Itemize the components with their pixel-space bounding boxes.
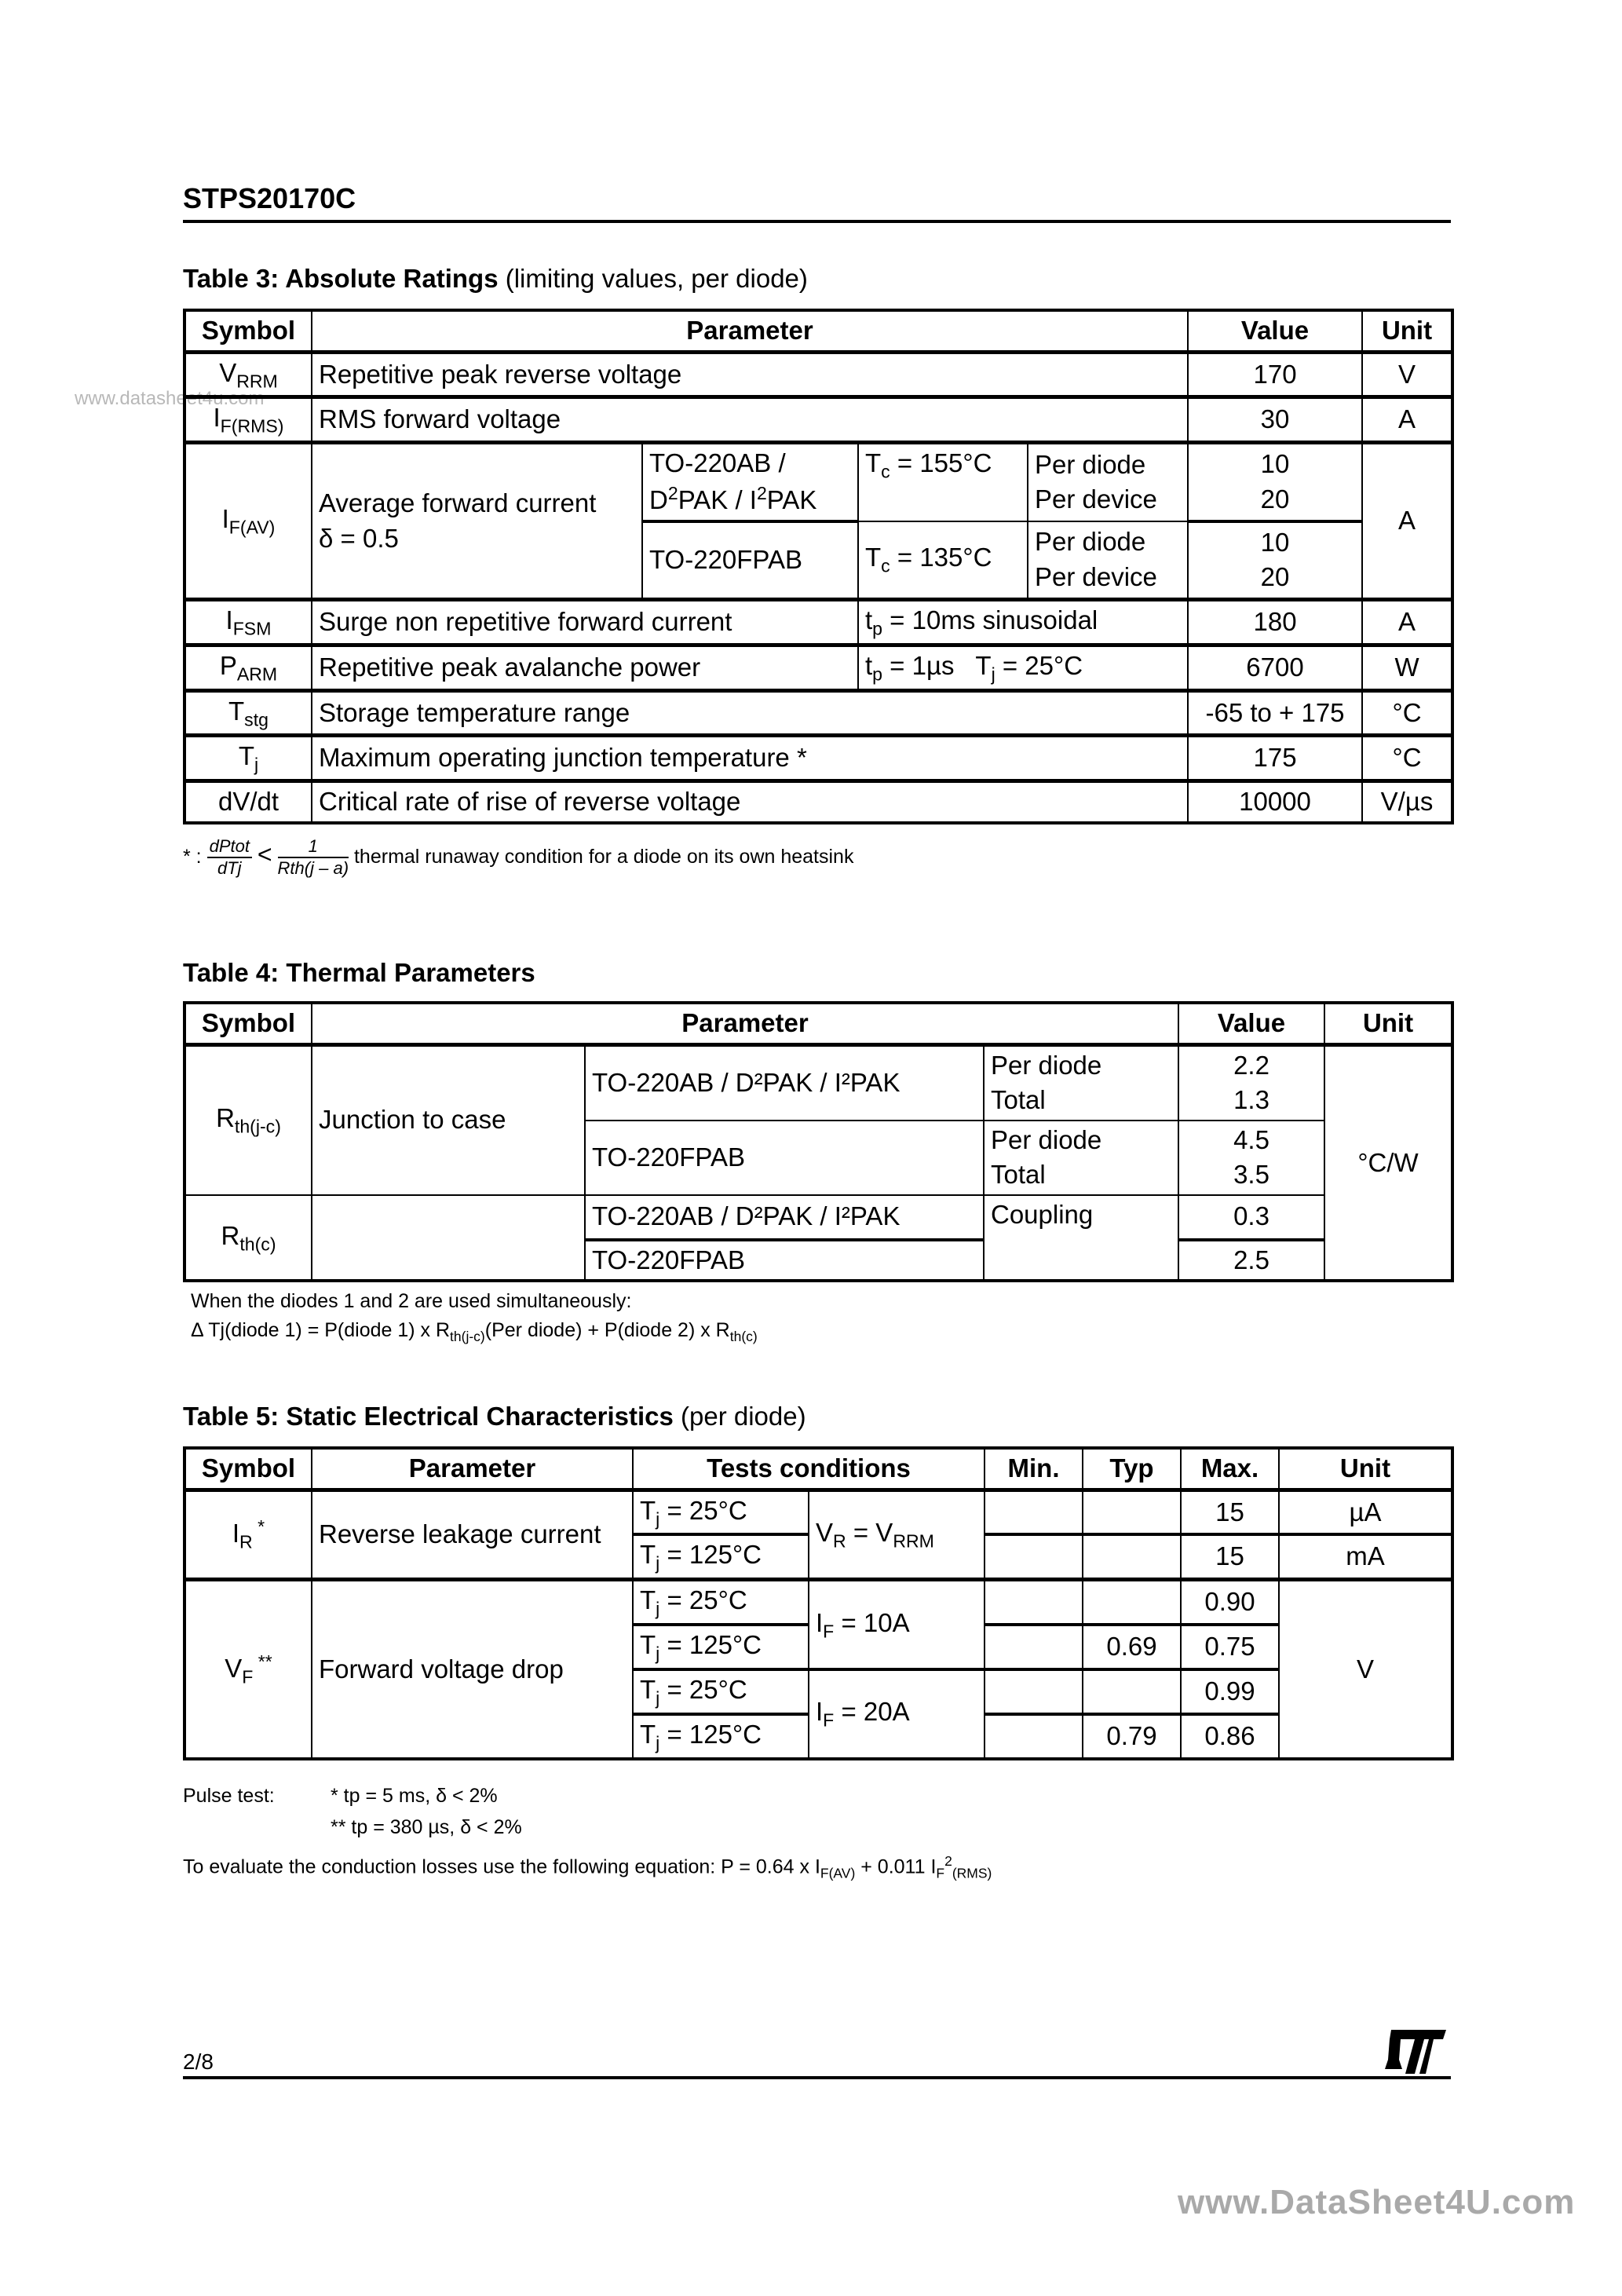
unit-cell: A [1362,397,1452,443]
unit-cell: A [1362,600,1452,645]
if-condition-cell: $I_F = 20A$ [809,1669,985,1759]
value-cell: 30 [1188,397,1362,443]
parameter-cell: Storage temperature range [312,690,1188,736]
symbol-cell: $I_{F(RMS)}$ [184,397,312,443]
footer-rule [183,2076,1451,2079]
tj-cell: $T_j = 125^\circ C$ [633,1625,809,1669]
unit-cell: µA [1279,1490,1452,1534]
header-symbol: Symbol [184,1448,312,1490]
min-cell [985,1534,1083,1579]
value-cell: 10 20 [1188,521,1362,600]
label-cell: Per diode Per device [1028,443,1188,521]
table-row [184,397,1452,443]
unit-cell: A [1362,443,1452,600]
table4-caption: Table 4: Thermal Parameters [183,958,535,987]
unit-cell: V [1279,1580,1452,1759]
value-cell: 4.5 3.5 [1178,1121,1324,1195]
header-parameter: Parameter [312,1003,1178,1044]
symbol-cell: $I_R$ * [184,1490,312,1580]
header-min: Min. [985,1448,1083,1490]
unit-cell: °C [1362,690,1452,736]
header-parameter: Parameter [312,1448,633,1490]
max-cell: 0.75 [1181,1625,1279,1669]
conduction-losses-equation: To evaluate the conduction losses use the following equation: P = 0.64 x $I_{F(AV)} + 0.011$ $I_F^2_{(RMS)}$ [183,1853,992,1881]
symbol-cell: $P_{ARM}$ [184,645,312,690]
header-value: Value [1178,1003,1324,1044]
min-cell [985,1580,1083,1625]
table-row [184,781,1452,823]
watermark-left: www.datasheet4u.com [75,388,265,409]
symbol-cell: $V_{RRM}$ [184,352,312,397]
value-cell: 0.3 [1178,1195,1324,1240]
table3-caption-normal: (limiting values, per diode) [498,264,808,293]
symbol-cell: dV/dt [184,781,312,823]
table4-note-line2: Δ Tj(diode 1) = P(diode 1) x $R_{th(j-c)}(Per$ diode) + P(diode 2) x $R_{th(c)}$ [191,1319,758,1344]
header-typ: Typ [1083,1448,1181,1490]
package-cell: TO-220AB / $D^2PAK / I^2PAK$ [642,443,858,521]
table-row [184,443,1452,521]
header-unit: Unit [1324,1003,1452,1044]
table-row [184,352,1452,397]
value-cell: 2.2 1.3 [1178,1044,1324,1121]
unit-cell: V [1362,352,1452,397]
st-logo-icon [1383,2028,1448,2075]
table-row [184,1195,1452,1240]
table3-caption-bold: Table 3: Absolute Ratings [183,264,499,293]
table4-header-row [184,1003,1452,1044]
unit-cell: mA [1279,1534,1452,1579]
parameter-cell [312,1195,585,1281]
symbol-cell: $V_F$ ** [184,1580,312,1759]
vr-condition-cell: $V_R = V_{RRM}$ [809,1490,985,1580]
table4-note-line1: When the diodes 1 and 2 are used simultaneously: [191,1290,632,1312]
unit-cell: V/µs [1362,781,1452,823]
table5-static-electrical [183,1446,1454,1760]
header-tests: Tests conditions [633,1448,985,1490]
package-cell: TO-220FPAB [585,1240,984,1281]
fraction-dptot-dtj: $\frac{\text{dPtot}}{\text{dTj}}$ [207,836,252,879]
value-cell: -65 to + 175 [1188,690,1362,736]
table-row [184,690,1452,736]
table5-caption: Table 5: Static Electrical Characteristics (per diode) [183,1402,806,1431]
table-row [184,645,1452,690]
max-cell: 0.99 [1181,1669,1279,1714]
header-rule [183,220,1451,223]
part-number-title: STPS20170C [183,182,356,214]
table3-caption [183,264,808,294]
table3-header-row [184,310,1452,352]
parameter-cell: Forward voltage drop [312,1580,633,1759]
symbol-cell: $I_{F(AV)}$ [184,443,312,600]
label-cell: Coupling [984,1195,1178,1281]
min-cell [985,1490,1083,1534]
typ-cell [1083,1580,1181,1625]
table-row [184,1490,1452,1534]
tj-cell: $T_j = 125^\circ C$ [633,1534,809,1579]
condition-cell: $t_p = 10ms$ sinusoidal [858,600,1188,645]
typ-cell [1083,1669,1181,1714]
package-cell: TO-220AB / D²PAK / I²PAK [585,1044,984,1121]
header-symbol: Symbol [184,1003,312,1044]
parameter-cell: Maximum operating junction temperature * [312,736,1188,781]
header-unit: Unit [1279,1448,1452,1490]
header-max: Max. [1181,1448,1279,1490]
unit-cell: W [1362,645,1452,690]
table-row [184,736,1452,781]
condition-cell: $T_c = 155^\circ C$ [858,443,1028,521]
label-cell: Per diode Total [984,1044,1178,1121]
header-symbol: Symbol [184,310,312,352]
value-cell: 6700 [1188,645,1362,690]
fraction-1-rth: $\frac{1}{\text{Rth(j – a)}}$ [277,836,349,879]
table3-absolute-ratings [183,309,1454,824]
symbol-cell: $R_{th(c)}$ [184,1195,312,1281]
label-cell: Per diode Total [984,1121,1178,1195]
condition-cell: $t_p = 1\mu s$ $T_j = 25^\circ C$ [858,645,1188,690]
pulse-test-2: ** tp = 380 µs, δ < 2% [331,1816,522,1838]
package-cell: TO-220AB / D²PAK / I²PAK [585,1195,984,1240]
symbol-cell: $R_{th(j-c)}$ [184,1044,312,1195]
header-parameter: Parameter [312,310,1188,352]
symbol-cell: $T_j$ [184,736,312,781]
typ-cell [1083,1534,1181,1579]
symbol-cell: $T_{stg}$ [184,690,312,736]
parameter-cell: Junction to case [312,1044,585,1195]
typ-cell [1083,1490,1181,1534]
label-cell: Per diode Per device [1028,521,1188,600]
tj-cell: $T_j = 25^\circ C$ [633,1580,809,1625]
value-cell: 170 [1188,352,1362,397]
value-cell: 180 [1188,600,1362,645]
unit-cell: °C [1362,736,1452,781]
table5-header-row [184,1448,1452,1490]
header-unit: Unit [1362,310,1452,352]
tj-cell: $T_j = 125^\circ C$ [633,1714,809,1759]
package-cell: TO-220FPAB [642,521,858,600]
table3-footnote: * : $\frac{\text{dPtot}}{\text{dTj}}$ < $\frac{1}{\text{Rth(j – a)}}$ thermal runaway condition for a diode on its own heatsink [183,836,854,879]
min-cell [985,1669,1083,1714]
value-cell: 2.5 [1178,1240,1324,1281]
parameter-cell: Repetitive peak avalanche power [312,645,858,690]
header-value: Value [1188,310,1362,352]
parameter-cell: Reverse leakage current [312,1490,633,1580]
watermark-bottom-right: www.DataSheet4U.com [1178,2183,1576,2221]
max-cell: 15 [1181,1490,1279,1534]
value-cell: 175 [1188,736,1362,781]
table-row [184,1044,1452,1121]
unit-cell: °C/W [1324,1044,1452,1281]
parameter-cell: Surge non repetitive forward current [312,600,858,645]
table-row [184,600,1452,645]
page-number: 2/8 [183,2049,214,2074]
parameter-cell: Critical rate of rise of reverse voltage [312,781,1188,823]
condition-cell: $T_c = 135^\circ C$ [858,521,1028,600]
max-cell: 0.86 [1181,1714,1279,1759]
max-cell: 0.90 [1181,1580,1279,1625]
if-condition-cell: $I_F = 10A$ [809,1580,985,1669]
parameter-cell: Average forward current δ = 0.5 [312,443,642,600]
typ-cell: 0.79 [1083,1714,1181,1759]
parameter-cell: RMS forward voltage [312,397,1188,443]
max-cell: 15 [1181,1534,1279,1579]
symbol-cell: $I_{FSM}$ [184,600,312,645]
value-cell: 10000 [1188,781,1362,823]
typ-cell: 0.69 [1083,1625,1181,1669]
min-cell [985,1625,1083,1669]
min-cell [985,1714,1083,1759]
table-row [184,1580,1452,1625]
value-cell: 10 20 [1188,443,1362,521]
tj-cell: $T_j = 25^\circ C$ [633,1490,809,1534]
table4-thermal-parameters [183,1001,1454,1282]
pulse-test-1: * tp = 5 ms, δ < 2% [331,1785,498,1807]
tj-cell: $T_j = 25^\circ C$ [633,1669,809,1714]
parameter-cell: Repetitive peak reverse voltage [312,352,1188,397]
package-cell: TO-220FPAB [585,1121,984,1195]
pulse-test-label: Pulse test: [183,1785,275,1807]
